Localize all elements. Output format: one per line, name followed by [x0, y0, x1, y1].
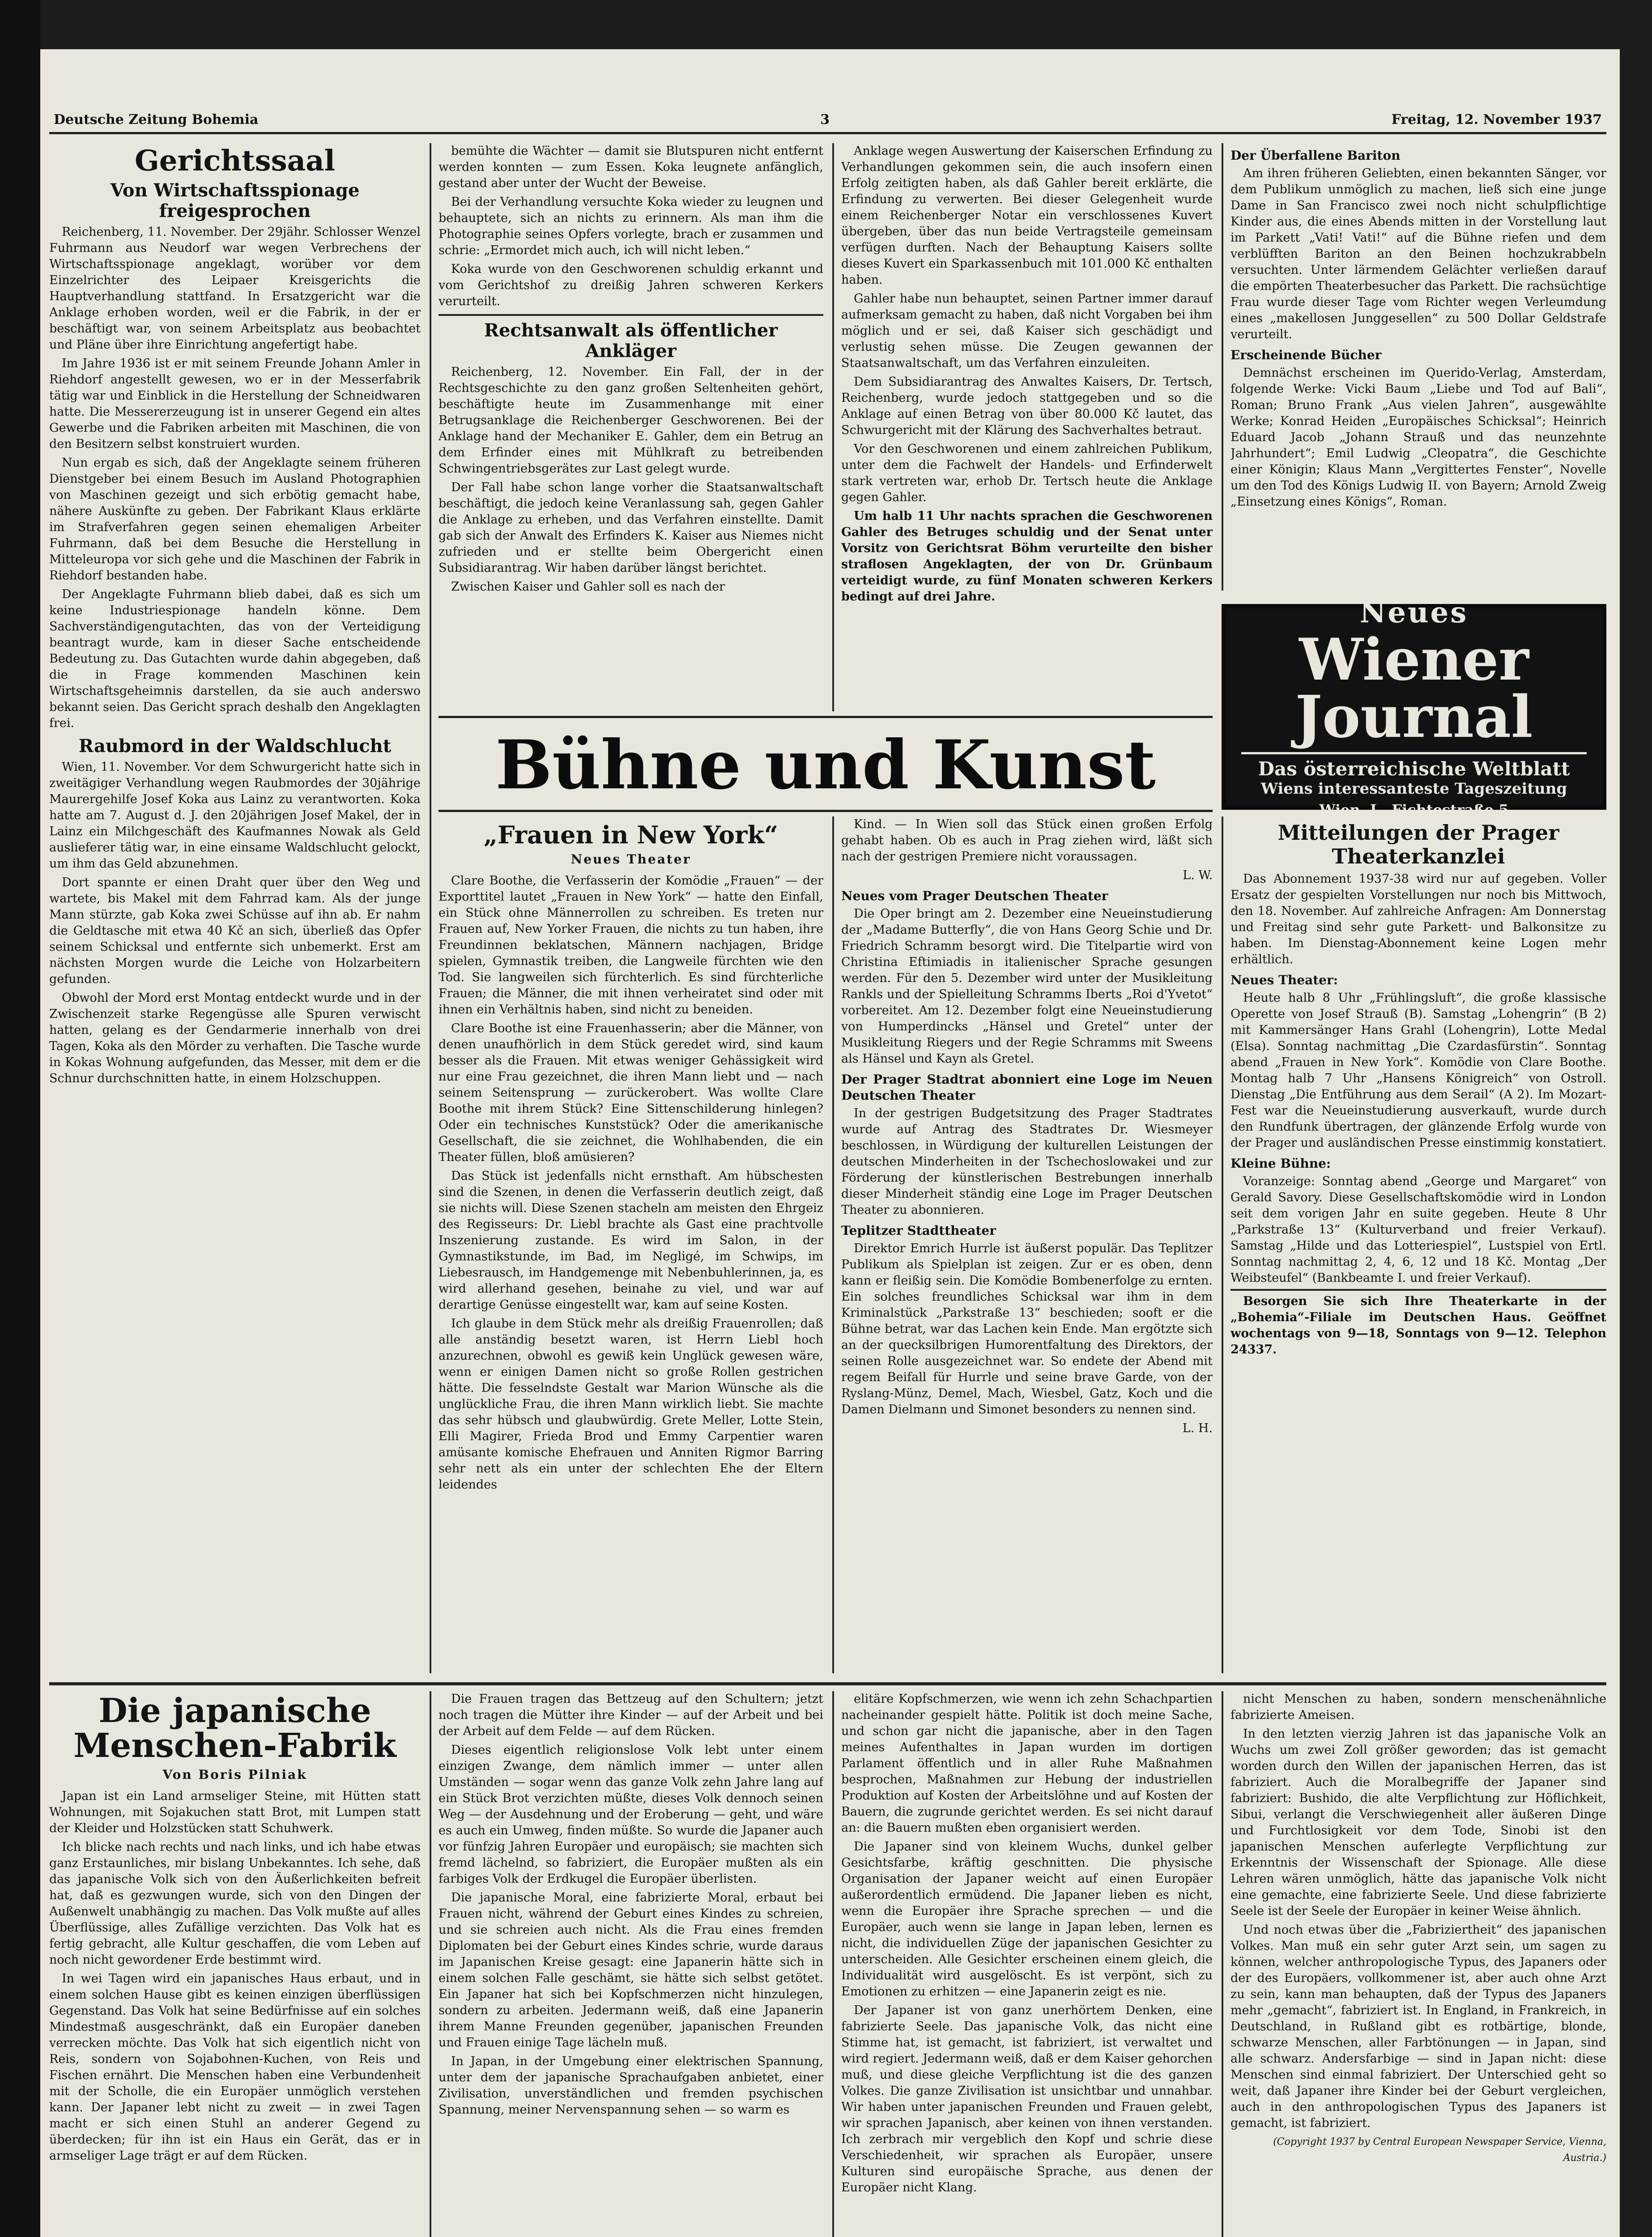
- article-paragraph: Clare Boothe ist eine Frauenhasserin; aber die Männer, von denen unaufhörlich in dem Stück geredet wird, sind kaum besser als die Frauen. Mit etwas weniger Gehässigkeit wird nur eine Frau gezeichnet, die ihren Mann liebt und — nach seinem Seitensprung — zurückerobert. Was wollte Clare Boothe mit ihrem Stück? Eine Sittenschilderung hinlegen? Oder ein technisches Kunststück? Oder die amerikanische Gesellschaft, die sie zeichnet, die Wohlhabenden, die ein Theater füllen, bloß amüsieren?: [439, 1021, 823, 1165]
- running-head: [49, 107, 1606, 134]
- article-paragraph: Kind. — In Wien soll das Stück einen großen Erfolg gehabt haben. Ob es auch in Prag ziehen wird, läßt sich nach der gestrigen Premiere nicht voraussagen.: [841, 817, 1213, 863]
- headline-raubmord: Raubmord in der Waldschlucht: [78, 736, 392, 757]
- divider-line: [439, 810, 1213, 812]
- article-paragraph: elitäre Kopfschmerzen, wie wenn ich zehn Schachpartien nacheinander gespielt hätte. Politik ist doch meine Sache, und schon gar nicht die japanische, aber in den Tagen meines Aufenthaltes in Japan wurden im dortigen Parlament öffentlich und in aller Ruhe Maßnahmen besprochen, Maßnahmen zur Hebung der industriellen Produktion auf Kosten der Arbeitslöhne und auf Kosten der Bauern, die zugrunde gerichtet werden. Es sei nicht darauf an: die Bauern mußten eben organisiert werden.: [841, 1692, 1213, 1835]
- subhead-prager-theater: Neues vom Prager Deutschen Theater: [841, 889, 1108, 903]
- article-paragraph: In wei Tagen wird ein japanisches Haus erbaut, und in einem solchen Hause gibt es keinen einzigen überflüssigen Gegenstand. Das Volk hat seine Bedürfnisse auf ein solches Mindestmaß ausgeschränkt, daß ein Europäer daneben verrecken möchte. Das Volk hat sich eigentlich nicht von Reis, sondern von Sojabohnen-Kuchen, von Reis und Fischen ernährt. Die Menschen haben eine Verbundenheit mit der Scholle, die ein Europäer unmöglich verstehen kann. Der Japaner lebt nicht zu zweit — in zwei Tagen macht er sich einen Stuhl an anderer Gegend zu überdecken; für ihn ist ein Haus ein Gerät, das er in armseliger Lage trägt er auf dem Rücken.: [49, 1972, 421, 2163]
- column-divider: [832, 1691, 834, 2237]
- article-paragraph: Und noch etwas über die „Fabriziertheit“ des japanischen Volkes. Man muß ein sehr guter Arzt sein, um sagen zu können, welcher anthropologische Typus, des Japaners oder der des Europäers, vollkommener ist, aber auch ohne Arzt zu sein, kann man behaupten, daß der Typus des Japaners mehr „gemacht“, fabriziert ist. In England, in Frankreich, in Deutschland, in Rußland gibt es rotbärtige, blonde, schwarze Menschen, aller Farbtönungen — in Japan, sind alle schwarz. Andersfarbige — sind in Japan nicht: diese Menschen sind einmal fabriziert. Der Unterschied geht so weit, daß Japaner ihre Kinder bei der Geburt vergleichen, auch in den anthropologischen Typus des Japaners ist gemacht, ist fabriziert.: [1230, 1923, 1606, 2130]
- article-paragraph: Die Japaner sind von kleinem Wuchs, dunkel gelber Gesichtsfarbe, kräftig geschnitten. Die physische Organisation der Japaner weicht auf einen Europäer außerordentlich ermüdend. Die Japaner lieben es nicht, wenn die Europäer ihre Sprache sprechen — und die Europäer, auch wenn sie lange in Japan leben, lernen es nicht, die individuellen Züge der japanischen Gesichter zu unterscheiden. Alle Gesichter erscheinen einem gleich, die Individualität wird ausgelöscht. Es ist verpönt, sich zu Emotionen zu erhitzen — eine Japanerin zeigt es nie.: [841, 1840, 1213, 1999]
- article-paragraph: Dieses eigentlich religionslose Volk lebt unter einem einzigen Zwange, dem nämlich immer — unter allen Umständen — sogar wenn das ganze Volk zehn Jahre lang auf ein Stück Brot verzichten müßte, dieses Volk dennoch seinen Weg — der Ausdehnung und der Eroberung — geht, und wäre es auch ein Umweg, finden müßte. So wurde die Japaner auch vor fünfzig Jahren Europäer und europäisch; sie machten sich fremd lächelnd, so fabriziert, die Europäer mußten als ein farbiges Volk der Erdkugel die Europäer überlisten.: [439, 1743, 823, 1886]
- masthead-name: Deutsche Zeitung Bohemia: [54, 112, 259, 128]
- article-paragraph: Wien, 11. November. Vor dem Schwurgericht hatte sich in zweitägiger Verhandlung wegen Raubmordes der 30jährige Maurergehilfe Josef Koka aus Lainz zu verantworten. Koka hatte am 7. August d. J. den 20jährigen Josef Makel, der in Lainz ein Milchgeschäft des Kaufmannes Nowak als Geld auslieferer tätig war, in eine einsame Waldschlucht gelockt, um ihm das Geld abzunehmen.: [49, 760, 421, 871]
- page-number: 3: [820, 112, 830, 128]
- article-paragraph: Ich blicke nach rechts und nach links, und ich habe etwas ganz Erstaunliches, mir bislang Unbekanntes. Ich sehe, daß das japanische Volk sich von den Äußerlichkeiten befreit hat, daß es gezwungen wurde, sich von den Dingen der Außenwelt unabhängig zu machen. Das Volk mußte auf alles Überflüssige, alles Zufällige verzichten. Das Volk hat es fertig gebracht, alle Kultur geschaffen, die vom Leben auf noch nicht gewordener Erde bestimmt wird.: [49, 1840, 421, 1967]
- article-paragraph: Japan ist ein Land armseliger Steine, mit Hütten statt Wohnungen, mit Sojakuchen statt Brot, mit Lumpen statt der Kleider und Holzstücken statt Schuhwerk.: [49, 1789, 421, 1836]
- article-paragraph: Vor den Geschworenen und einem zahlreichen Publikum, unter dem die Fachwelt der Handels- und Erfinderwelt stark vertreten war, erhob Dr. Tertsch heute die Anklage gegen Gahler.: [841, 442, 1213, 504]
- article-paragraph: Das Abonnement 1937-38 wird nur auf gegeben. Voller Ersatz der gespielten Vorstellungen nur noch bis Mittwoch, den 18. November. Auf zahlreiche Anfragen: Am Donnerstag und Freitag sind sehr gute Parkett- und Balkonsitze zu haben. Im Dienstag-Abonnement keine Logen mehr erhältlich.: [1230, 872, 1606, 966]
- article-paragraph: Die Oper bringt am 2. Dezember eine Neueinstudierung der „Madame Butterfly“, die von Hans Georg Schie und Dr. Friedrich Schramm besorgt wird. Die Titelpartie wird von Christina Eftimiadis in italienischer Sprache gesungen werden. Für den 5. Dezember wird unter der Musikleitung Rankls und der Spielleitung Schramms Iberts „Roi d'Yvetot“ vorbereitet. Am 12. Dezember folgt eine Neueinstudierung von Humperdincks „Hänsel und Gretel“ unter der Musikleitung Riegers und der Regie Schramms mit Sweens als Hänsel und Kayn als Gretel.: [841, 907, 1213, 1066]
- headline-theaterkanzlei: Mitteilungen der Prager Theaterkanzlei: [1277, 821, 1559, 868]
- newspaper-page: [40, 49, 1620, 2237]
- article-paragraph: Nun ergab es sich, daß der Angeklagte seinem früheren Dienstgeber bei einem Besuch im Ausland Photographien von Maschinen gezeigt und sich erbötig gemacht habe, nähere Auskünfte zu geben. Der Fabrikant Klaus erklärte im Strafverfahren gegen seinen ehemaligen Arbeiter Fuhrmann, daß bei dem Besuche die Herstellung in Mitteleuropa vor sich gehe und die Maschinen der Fabrik in Riehdorf bestanden habe.: [49, 456, 421, 583]
- article-paragraph: Der Angeklagte Fuhrmann blieb dabei, daß es sich um keine Industriespionage handeln könne. Dem Sachverständigengutachten, das von der Verteidigung beantragt wurde, kam in dieser Sache entscheidende Bedeutung zu. Das Gutachten wurde dahin abgegeben, daß die in Frage kommenden Maschinen kein Wirtschaftsgeheimnis darstellen, da sie auch anderswo bekannt seien. Das Gericht sprach deshalb den Angeklagten frei.: [49, 587, 421, 731]
- column-divider: [832, 143, 834, 711]
- article-paragraph: Der Fall habe schon lange vorher die Staatsanwaltschaft beschäftigt, die jedoch keine Veranlassung sah, gegen Gahler die Anklage zu erheben, und das Verfahren einstellte. Damit gab sich der Anwalt des Erfinders K. Kaiser aus Niemes nicht zufrieden und er stellte beim Obergericht einen Subsidiarantrag. Wir haben darüber längst berichtet.: [439, 481, 823, 575]
- headline-wirtschaftsspionage: Von Wirtschaftsspionage freigesprochen: [110, 180, 360, 222]
- column-feature-3: [841, 1691, 1213, 2237]
- column-feature-1: [49, 1691, 421, 2237]
- article-paragraph: Dort spannte er einen Draht quer über den Weg und wartete, bis Makel mit dem Fahrrad kam. Als der junge Mann stürzte, gab Koka zwei Schüsse auf ihn ab. Er nahm die Geldtasche mit etwa 40 Kč an sich, überließ das Opfer seinem Schicksal und entfernte sich unbemerkt. Erst am nächsten Morgen wurde die Leiche von Holzarbeitern gefunden.: [49, 876, 421, 987]
- article-paragraph: Clare Boothe, die Verfasserin der Komödie „Frauen“ — der Exporttitel lautet „Frauen in New York“ — hatte den Einfall, ein Stück ohne Männerrollen zu schreiben. Es treten nur Frauen auf, New Yorker Frauen, die nichts zu tun haben, ihre Freundinnen beklatschen, Männern nachjagen, Bridge spielen, Gymnastik treiben, die Langweile fürchten wie den Tod. Sie langweilen sich fürchterlich. Es sind fürchterliche Frauen; die Männer, die mit ihnen verheiratet sind oder mit ihnen ein Verhältnis haben, sind nicht zu beneiden.: [439, 874, 823, 1017]
- review-signature: L. W.: [1183, 868, 1213, 882]
- section-title-gerichtssaal: Gerichtssaal: [135, 144, 335, 178]
- copyright-notice: (Copyright 1937 by Central European Newspaper Service, Vienna, Austria.): [1273, 2136, 1606, 2164]
- ad-subtagline: Wiens interessanteste Tageszeitung: [1260, 779, 1567, 798]
- ad-title: Wiener Journal: [1295, 626, 1533, 751]
- article-paragraph: Die japanische Moral, eine fabrizierte Moral, erbaut bei Frauen nicht, während der Geburt eines Kindes zu schreien, und sie schreien auch nicht. Als die Frau eines fremden Diplomaten bei der Geburt eines Kindes schrie, wurde daraus im Japanischen Kreise gesagt: eine Japanerin hätte sich in einem solchen Falle geschämt, sie hätte sich selbst getötet. Ein Japaner hat sich bei Kopfschmerzen nicht hinzulegen, sondern zu arbeiten. Jedermann weiß, daß eine Japanerin ihrem Manne Freunden gegenüber, japanischen Freunden und Frauen einige Tage lächeln muß.: [439, 1891, 823, 2050]
- column-feature-4: [1230, 1691, 1606, 2237]
- article-paragraph: Gahler habe nun behauptet, seinen Partner immer darauf aufmerksam gemacht zu haben, daß nicht Vorgaben bei ihm möglich und er sei, daß Kaiser sich geschädigt und verlustig sehen müsse. Die Zeugen gewannen der Staatsanwaltschaft, um das Verfahren einzuleiten.: [841, 292, 1213, 370]
- scan-margin-left: [0, 0, 40, 2237]
- ad-line-neues: Neues: [1359, 595, 1469, 629]
- column-divider: [430, 143, 431, 1673]
- article-paragraph: In Japan, in der Umgebung einer elektrischen Spannung, unter dem der japanische Sprachaufgaben anbietet, einer Zivilisation, unverständlichen und fremden psychischen Spannung, meiner Nervenspannung sehen — so warm es: [439, 2054, 823, 2117]
- subhead-buecher: Erscheinende Bücher: [1230, 348, 1382, 362]
- headline-frauen-in-new-york: „Frauen in New York“: [484, 821, 778, 849]
- article-paragraph: In der gestrigen Budgetsitzung des Prager Stadtrates wurde auf Antrag des Stadtrates Dr. Wiesmeyer beschlossen, in Würdigung der kulturellen Leistungen der deutschen Minderheiten in der Tschechoslowakei und zur Förderung der künstlerischen Bestrebungen innerhalb dieser Minderheit ständig eine Loge im Prager Deutschen Theater zu abonnieren.: [841, 1106, 1213, 1217]
- article-paragraph: Obwohl der Mord erst Montag entdeckt wurde und in der Zwischenzeit starke Regengüsse alle Spuren verwischt hatten, gelang es der Gendarmerie innerhalb von drei Tagen, Koka als den Mörder zu verhaften. Die Tasche wurde in Kokas Wohnung aufgefunden, das Messer, mit dem er die Schnur durchschnitten hatte, in einem Holzschuppen.: [49, 991, 421, 1086]
- column-divider: [1222, 143, 1223, 591]
- article-paragraph: Heute halb 8 Uhr „Frühlingsluft“, die große klassische Operette von Josef Strauß (B). Samstag „Lohengrin“ (B 2) mit Kammersänger Hans Grahl (Lohengrin), Lotte Medal (Elsa). Sonntag nachmittag „Die Czardasfürstin“. Sonntag abend „Frauen in New York“. Komödie von Clare Boothe. Montag halb 7 Uhr „Hansens Königreich“ von Ostroll. Dienstag „Die Entführung aus dem Serail“ (A 2). Im Mozart-Fest war die Neueinstudierung ausverkauft, wurde durch den Rundfunk übertragen, der glänzende Erfolg wurde von der Prager und ausländischen Presse einstimmig konstatiert.: [1230, 991, 1606, 1150]
- section-title-buehne-und-kunst: Bühne und Kunst: [495, 726, 1156, 804]
- article-paragraph: Das Stück ist jedenfalls nicht ernsthaft. Am hübschesten sind die Szenen, in denen die Verfasserin deutlich zeigt, daß sie nichts will. Diese Szenen stacheln am meisten den Ehrgeiz des Regisseurs: Dr. Liebl brachte als Gast eine prachtvolle Inszenierung zustande. Es wird im Salon, in der Gymnastikstunde, im Bad, im Negligé, im Schwips, im Liebesrausch, im Handgemenge mit Nebenbuhlerinnen, ja, es wird allerhand gesehen, beinahe zu viel, und war auf derartige Genüsse eingestellt war, kam auf seine Kosten.: [439, 1169, 823, 1312]
- article-paragraph: Am ihren früheren Geliebten, einen bekannten Sänger, vor dem Publikum unmöglich zu machen, ließ sich eine junge Dame in San Francisco zwei noch nicht schulpflichtige Kinder aus, die eines Abends mitten in der Vorstellung laut im Parkett „Vati! Vati!“ auf die Bühne riefen und dem verblüfften Bariton an den Beinen hochzukrabbeln versuchten. Unter lärmendem Gelächter verließen darauf die empörten Theaterbesucher das Parkett. Die rachsüchtige Frau wurde dieser Tage vom Richter wegen Verleumdung eines „makellosen Junggesellen“ zu 500 Dollar Geldstrafe verurteilt.: [1230, 166, 1606, 341]
- column-divider: [1222, 1691, 1223, 2237]
- article-paragraph: Die Frauen tragen das Bettzeug auf den Schultern; jetzt noch tragen die Mütter ihre Kinder — auf der Arbeit und bei der Arbeit auf dem Felde — auf dem Rücken.: [439, 1692, 823, 1738]
- article-paragraph: Direktor Emrich Hurrle ist äußerst populär. Das Teplitzer Publikum als Spielplan ist zeigen. Zur er es oben, denn kann er fleißig sein. Die Komödie Bombenerfolge zu ernten. Ein solches freundliches Schicksal war ihm in dem Kriminalstück „Parkstraße 13“ beschieden; sooft er die Bühne betrat, war das Lachen kein Ende. Man ergötzte sich an der quecksilbrigen Humorentfaltung des Direktors, der seinen Rolle ausgezeichnet war. So endete der Abend mit regem Beifall für Hurrle und seine brave Garde, von der Ryslang-Münz, Demel, Mach, Wiesbel, Gatz, Koch und die Damen Dielmann und Simonet besonders zu nennen sind.: [841, 1242, 1213, 1416]
- column-rechtsanwalt: [439, 143, 823, 711]
- subhead-teplitz: Teplitzer Stadttheater: [841, 1223, 996, 1238]
- article-paragraph: Demnächst erscheinen im Querido-Verlag, Amsterdam, folgende Werke: Vicki Baum „Liebe und Tod auf Bali“, Roman; Bruno Frank „Aus vielen Jahren“, ausgewählte Werke; Konrad Heiden „Europäisches Schicksal“; Heinrich Eduard Jacob „Johann Strauß und das neunzehnte Jahrhundert“; Emil Ludwig „Cleopatra“, die Geschichte einer Königin; Klaus Mann „Vergittertes Fenster“, Novelle um den Tod des Königs Ludwig II. von Bayern; Arnold Zweig „Einsetzung eines Königs“, Roman.: [1230, 366, 1606, 509]
- article-paragraph: nicht Menschen zu haben, sondern menschenähnliche fabrizierte Ameisen.: [1230, 1692, 1606, 1722]
- article-paragraph: Zwischen Kaiser und Gahler soll es nach der: [451, 580, 725, 594]
- subhead-kleine-buehne: Kleine Bühne:: [1230, 1156, 1331, 1171]
- article-paragraph: bemühte die Wächter — damit sie Blutspuren nicht entfernt werden konnten — zum Essen. Koka leugnete anfänglich, gestand aber unter der Wucht der Beweise.: [439, 144, 823, 190]
- divider-line: [439, 716, 1213, 718]
- article-paragraph: Ich glaube in dem Stück mehr als dreißig Frauenrollen; daß alle anständig besetzt waren, ist Herrn Liebl hoch anzurechnen, obwohl es gewiß kein Unglück gewesen wäre, wenn er einigen Damen nicht so große Rollen gestrichen hätte. Die fesselndste Gestalt war Marion Wünsche als die unglückliche Frau, die ihren Mann wirklich liebt. Sie machte das sehr hübsch und glaubwürdig. Grete Meller, Lotte Stein, Elli Magirer, Frieda Brod und Emmy Carpentier waren amüsante komische Ehefrauen und Anniten Rigmor Barring sehr nett als ein unter der schlechten Ehe der Eltern leidendes: [439, 1317, 823, 1492]
- ad-tagline: Das österreichische Weltblatt: [1241, 752, 1587, 780]
- article-paragraph: Reichenberg, 12. November. Ein Fall, der in der Rechtsgeschichte zu den ganz großen Seltenheiten gehört, beschäftigte heute im Zusammenhange mit einer Betrugsanklage die Reichenberger Geschworenen. Bei der Anklage hand der Mechaniker E. Gahler, dem ein Betrug an dem Erfinder eines mit Mühlkraft zu betreibenden Schwingentriebsgerätes zur Last gelegt wurde.: [439, 365, 823, 476]
- article-verdict: Um halb 11 Uhr nachts sprachen die Geschworenen Gahler des Betruges schuldig und der Senat unter Vorsitz von Gerichtsrat Böhm verurteilte den bisher straflosen Angeklagten, der von Dr. Grünbaum verteidigt wurde, zu fünf Monaten schweren Kerkers bedingt auf drei Jahre.: [841, 509, 1213, 604]
- article-paragraph: In den letzten vierzig Jahren ist das japanische Volk an Wuchs um zwei Zoll größer geworden; das ist gemacht worden durch den Willen der japanischen Herren, das ist fabriziert. Auch die Moralbegriffe der Japaner sind fabriziert: Bushido, die alte Verpflichtung zur Höflichkeit, Sibui, verlangt die Verschwiegenheit aller äußeren Dinge und Furchtlosigkeit vor dem Tode, Sinobi ist den japanischen Menschen auferlegte Verpflichtung zur Erkenntnis der Wissenschaft der Spionage. Alle diese Lehren wären unmöglich, hätte das japanische Volk nicht eine gemachte, eine fabrizierte Seele. Und diese fabrizierte Seele ist der Seele der Europäer in keiner Weise ähnlich.: [1230, 1727, 1606, 1918]
- column-divider: [1222, 817, 1223, 1673]
- column-divider: [430, 1691, 431, 2237]
- column-theaterkanzlei: [1230, 817, 1606, 1673]
- column-theatre-news: [841, 817, 1213, 1673]
- article-paragraph: Voranzeige: Sonntag abend „George und Margaret“ von Gerald Savory. Diese Gesellschaftskomödie wird in London seit dem vorigen Jahr en suite gegeben. Heute 8 Uhr „Parkstraße 13“ (Kulturverband und freier Verkauf). Samstag „Hilde und das Lotteriespiel“, Lustspiel von Ertl. Sonntag nachmittag 2, 4, 6, 12 und 18 Kč. Montag „Der Weibsteufel“ (Bankbeamte I. und freier Verkauf).: [1230, 1174, 1606, 1285]
- column-miscellany: [1230, 143, 1606, 595]
- article-paragraph: Dem Subsidiarantrag des Anwaltes Kaisers, Dr. Tertsch, Reichenberg, wurde jedoch stattgegeben und so die Anklage auf einen Betrag von über 80.000 Kč lautet, das Schwurgericht mit der Klärung des Sachverhaltes betraut.: [841, 375, 1213, 437]
- subhead-neues-theater: Neues Theater:: [1230, 972, 1338, 987]
- subhead-bariton: Der Überfallene Bariton: [1230, 148, 1401, 163]
- issue-date: Freitag, 12. November 1937: [1391, 112, 1602, 128]
- column-rechtsanwalt-cont: [841, 143, 1213, 711]
- divider-line: [439, 314, 823, 316]
- column-feature-2: [439, 1691, 823, 2237]
- article-paragraph: Koka wurde von den Geschworenen schuldig erkannt und vom Gerichtshof zu dreißig Jahren schweren Kerkers verurteilt.: [439, 262, 823, 308]
- article-paragraph: Anklage wegen Auswertung der Kaiserschen Erfindung zu Verhandlungen gekommen sein, die auch insofern einen Erfolg zeitigten haben, als daß Gahler bereit erklärte, die Erfindung zu verwerten. Bei dieser Gelegenheit wurde einem Reichenberger Notar ein verschlossenes Kuvert übergeben, über das nun beide Vertragsteile gemeinsam verfügen durften. Nach der Behauptung Kaisers sollte dieses Kuvert ein Sparkassenbuch mit 101.000 Kč enthalten haben.: [841, 144, 1213, 287]
- article-paragraph: Der Japaner ist von ganz unerhörtem Denken, eine fabrizierte Seele. Das japanische Volk, das nicht eine Stimme hat, ist gemacht, ist fabriziert, ist verwaltet und wird regiert. Jedermann weiß, daß er dem Kaiser gehorchen muß, und diese gleiche Verpflichtung ist die des ganzen Volkes. Die ganze Zivilisation ist unsichtbar und unnahbar. Wir haben unter japanischen Freunden und Frauen gelebt, wir sprachen Japanisch, aber keinen von ihnen verstanden. Ich zerbrach mir vergeblich den Kopf und schrie diese Verschiedenheit, wir sprachen als Europäer, unsere Kulturen sind europäische Sprache, aus denen der Europäer nicht Klang.: [841, 2003, 1213, 2194]
- news-signature: L. H.: [1182, 1421, 1213, 1435]
- column-divider: [832, 817, 834, 1673]
- subhead-stadtrat-loge: Der Prager Stadtrat abonniert eine Loge im Neuen Deutschen Theater: [841, 1072, 1213, 1103]
- column-theatre-review: [439, 817, 823, 1673]
- headline-rechtsanwalt: Rechtsanwalt als öffentlicher Ankläger: [484, 320, 778, 361]
- ticket-notice: Besorgen Sie sich Ihre Theaterkarte in der „Bohemia“-Filiale im Deutschen Haus. Geöffnet wochentags von 9—18, Sonntags von 9—12. Telephon 24337.: [1230, 1289, 1606, 1358]
- article-paragraph: Im Jahre 1936 ist er mit seinem Freunde Johann Amler in Riehdorf angestellt gewesen, wo er in der Messerfabrik tätig war und Einblick in die Herstellung der Schneidwaren hatte. Die Messererzeugung ist in unserer Gegend ein altes Gewerbe und die Fabriken arbeiten mit Maschinen, die von den Besitzern selbst konstruiert wurden.: [49, 357, 421, 451]
- venue-name: Neues Theater: [571, 852, 691, 867]
- column-gerichtssaal: [49, 143, 421, 1673]
- headline-menschen-fabrik: Die japanische Menschen-Fabrik: [73, 1692, 396, 1765]
- advertisement-wiener-journal: [1222, 595, 1606, 818]
- article-paragraph: Bei der Verhandlung versuchte Koka wieder zu leugnen und behauptete, sich an nichts zu erinnern. Als man ihm die Photographie seines Opfers vorlegte, brach er zusammen und schrie: „Ermordet mich auch, ich will nicht leben.“: [439, 195, 823, 257]
- byline: Von Boris Pilniak: [162, 1767, 307, 1782]
- ad-address: Wien, I., Fichtestraße 5: [1319, 801, 1509, 818]
- divider-line: [49, 1682, 1606, 1685]
- article-paragraph: Reichenberg, 11. November. Der 29jähr. Schlosser Wenzel Fuhrmann aus Neudorf war wegen Verbrechens der Wirtschaftsspionage angeklagt, worüber vor dem Einzelrichter des Leipaer Kreisgerichts die Hauptverhandlung stattfand. In Ersatzgericht war die Anklage erhoben worden, weil er die Fabrik, in der er beschäftigt war, von seinem Arbeitsplatz aus beobachtet und Pläne über ihre Einrichtung angefertigt habe.: [49, 225, 421, 352]
